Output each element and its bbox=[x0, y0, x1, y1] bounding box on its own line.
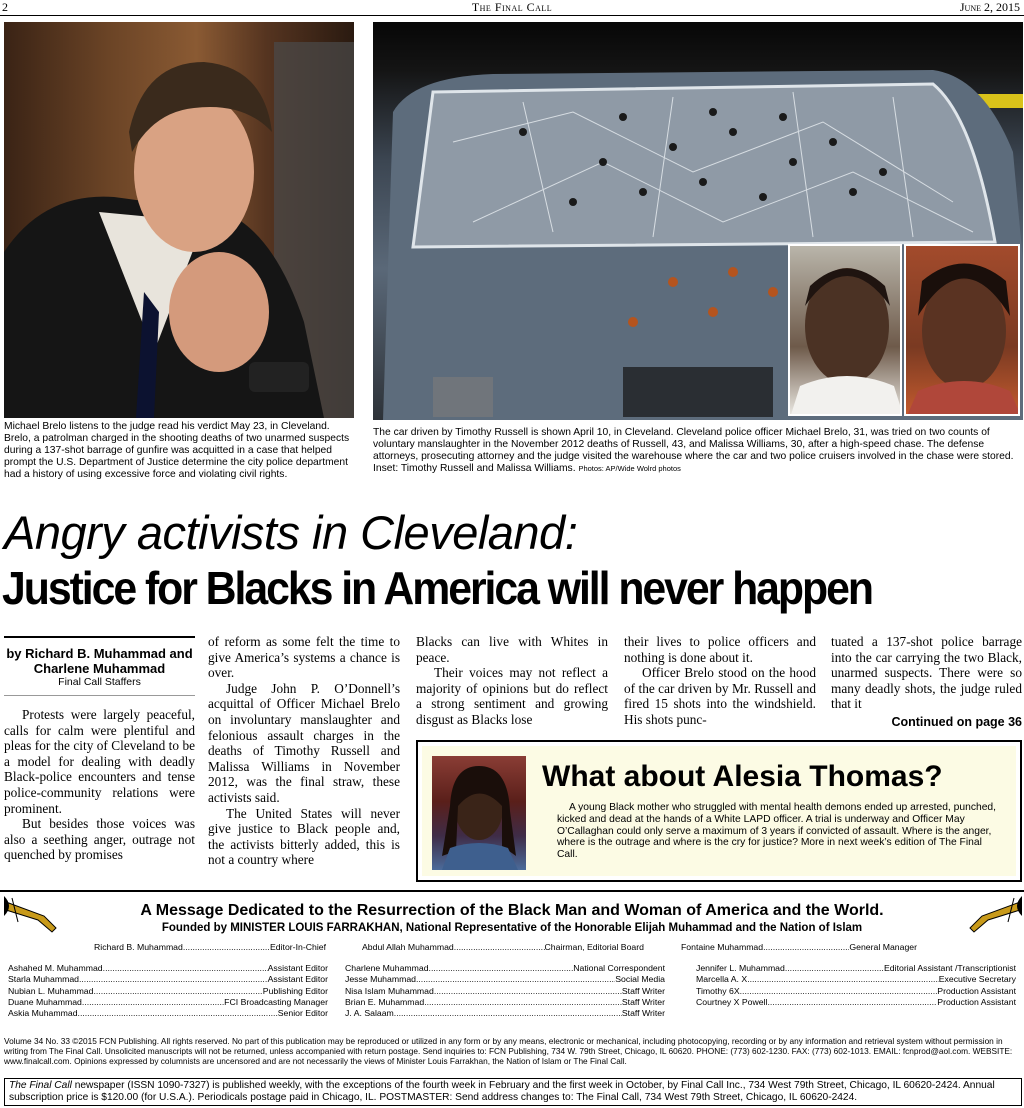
issn-text: newspaper (ISSN 1090-7327) is published weekly, with the exceptions of the fourth week in February and the first week in October, by Final Call Inc., 734 West 79th Street, Chicago, IL 60620-2424. Annual subscription price is $120.00 (for U.S.A.). Periodicals postage paid in Chicago, IL. POSTMASTER: Send address changes to: The Final Call, 734 West 79th Street, Chicago, IL 60620-2424. bbox=[9, 1080, 995, 1103]
article-column-5 bbox=[831, 634, 1022, 712]
byline-role: Final Call Staffers bbox=[58, 676, 141, 688]
publication-name: The Final Call bbox=[471, 0, 553, 14]
alesia-thomas-sidebar bbox=[416, 740, 1022, 882]
staff-top-3 bbox=[681, 942, 917, 953]
sidebar-inner bbox=[422, 746, 1016, 876]
byline bbox=[4, 636, 195, 696]
masthead-title: A Message Dedicated to the Resurrection of the Black Man and Woman of America and the World. bbox=[140, 902, 884, 919]
paragraph: Their voices may not reflect a majority of opinions but do reflect a strong sentiment and growing disgust as Blacks lose bbox=[416, 665, 608, 727]
legal-notice: Volume 34 No. 33 ©2015 FCN Publishing. All rights reserved. No part of this publication may be reproduced or utilized in any form or by any means, electronic or mechanical, including photocopying, recording or by any information and retrieval system without permission in writing from The Final Call. Unsolicited manuscripts will not be returned, unless accompanied with return postage. Send inquiries to: FCN Publishing, 734 W. 79th Street, Chicago, IL 60620. PHONE: (773) 602-1230. FAX: (773) 602-1013. EMAIL: fcnprod@aol.com. WEBSITE: www.finalcall.com. Opinions expressed by columnists are uncensored and are not necessarily the views of Minister Louis Farrakhan, the Nation of Islam or The Final Call. bbox=[4, 1036, 1013, 1066]
sidebar-text: A young Black mother who struggled with mental health demons ended up arrested, punched, kicked and dead at the hands of a White LAPD officer. A trial is underway and Officer May O’Callaghan could only serve a maximum of 3 years if convicted of assault. Where is the anger, where is the outrage and where is the cry for justice? More in next week’s edition of The Final Call. bbox=[557, 802, 997, 861]
staff-row: Marcella A. X ..... Executive Secretary bbox=[696, 974, 1016, 985]
staff-row: J. A. Salaam ..... Staff Writer bbox=[345, 1008, 665, 1019]
car-caption bbox=[373, 427, 1023, 475]
staff-row: Ashahed M. Muhammad ..... Assistant Editor bbox=[8, 963, 328, 974]
article-column-3 bbox=[416, 634, 608, 728]
staff-row: Timothy 6X ..... Production Assistant bbox=[696, 986, 1016, 997]
staff-row: Nisa Islam Muhammad ..... Staff Writer bbox=[345, 986, 665, 997]
paragraph: But besides those voices was also a seething anger, outrage not quenched by promises bbox=[4, 816, 195, 863]
staff-row: Abdul Allah Muhammad ..... Chairman, Editorial Board bbox=[362, 942, 644, 953]
staff-row: Richard B. Muhammad ..... Editor-In-Chief bbox=[94, 942, 326, 953]
issn-notice bbox=[4, 1078, 1022, 1106]
headline-kicker: Angry activists in Cleveland: bbox=[4, 506, 578, 559]
page-header bbox=[0, 0, 1024, 16]
brelo-figure bbox=[4, 22, 354, 418]
staff-row: Jesse Muhammad ..... Social Media bbox=[345, 974, 665, 985]
paragraph: tuated a 137-shot police barrage into the car carrying the two Black, unarmed suspects. There were so many deadly shots, the judge ruled that it bbox=[831, 634, 1022, 712]
staff-row: Starla Muhammad ..... Assistant Editor bbox=[8, 974, 328, 985]
paragraph: Blacks can live with Whites in peace. bbox=[416, 634, 608, 665]
continued-link[interactable]: Continued on page 36 bbox=[891, 715, 1022, 729]
article-column-2 bbox=[208, 634, 400, 868]
paragraph: Protests were largely peaceful, calls for calm were plentiful and pleas for the city of Cleveland to be a model for dealing with deadly Black-police encounters and tense police-community relations were prominent. bbox=[4, 707, 195, 816]
staff-column-1 bbox=[8, 963, 328, 1019]
staff-row: Charlene Muhammad ..... National Correspondent bbox=[345, 963, 665, 974]
car-caption-text: The car driven by Timothy Russell is shown April 10, in Cleveland. Cleveland police officer Michael Brelo, 31, was tried on two counts of voluntary manslaughter in the November 2012 deaths of Russell, 43, and Malissa Williams, 30, after a high-speed chase. The defense attorneys, prosecuting attorney and the judge visited the warehouse where the car and two police cruisers involved in the chase were stored. Inset: Timothy Russell and Malissa Williams. bbox=[373, 427, 1014, 474]
paragraph: their lives to police officers and nothing is done about it. bbox=[624, 634, 816, 665]
malissa-williams-photo bbox=[904, 244, 1020, 416]
byline-authors: by Richard B. Muhammad and Charlene Muhammad bbox=[6, 646, 193, 676]
paragraph: of reform as some felt the time to give America’s systems a chance is over. bbox=[208, 634, 400, 681]
timothy-russell-photo bbox=[788, 244, 902, 416]
article-column-4 bbox=[624, 634, 816, 728]
sidebar-title: What about Alesia Thomas? bbox=[542, 760, 943, 793]
paragraph: Judge John P. O’Donnell’s acquittal of Officer Michael Brelo on involuntary manslaughter and felonious assault charges in the deaths of Timothy Russell and Malissa Williams in November 2012, was the final straw, these activists said. bbox=[208, 680, 400, 805]
masthead-subtitle: Founded by MINISTER LOUIS FARRAKHAN, National Representative of the Honorable Elijah Muhammad and the Nation of Islam bbox=[161, 922, 863, 934]
staff-row: Brian E. Muhammad ..... Staff Writer bbox=[345, 997, 665, 1008]
staff-top-2 bbox=[362, 942, 644, 953]
staff-row: Fontaine Muhammad ..... General Manager bbox=[681, 942, 917, 953]
alesia-thomas-photo bbox=[432, 756, 526, 870]
headline-main: Justice for Blacks in America will never happen bbox=[2, 562, 872, 614]
staff-column-2 bbox=[345, 963, 665, 1019]
staff-top-1 bbox=[94, 942, 326, 953]
staff-row: Jennifer L. Muhammad ..... Editorial Assistant /Transcriptionist bbox=[696, 963, 1016, 974]
brelo-caption: Michael Brelo listens to the judge read his verdict May 23, in Cleveland. Brelo, a patrolman charged in the shooting deaths of two unarmed suspects during a 137-shot barrage of gunfire was acquitted in a case that helped prompt the U.S. Department of Justice determine the city police department had a history of using excessive force and violating civil rights. bbox=[4, 421, 350, 480]
brelo-photo bbox=[4, 22, 354, 418]
article-column-1 bbox=[4, 707, 195, 863]
paper-name: The Final Call bbox=[9, 1080, 72, 1091]
paragraph: Officer Brelo stood on the hood of the car driven by Mr. Russell and fired 15 shots into the windshield. His shots punc- bbox=[624, 665, 816, 727]
issue-date: June 2, 2015 bbox=[959, 0, 1020, 14]
staff-row: Courtney X Powell ..... Production Assistant bbox=[696, 997, 1016, 1008]
page-number: 2 bbox=[2, 0, 8, 14]
staff-row: Nubian L. Muhammad ..... Publishing Editor bbox=[8, 986, 328, 997]
staff-row: Duane Muhammad ..... FCI Broadcasting Manager bbox=[8, 997, 328, 1008]
staff-column-3 bbox=[696, 963, 1016, 1008]
photo-credit: Photos: AP/Wide Wolrd photos bbox=[578, 463, 681, 473]
staff-row: Askia Muhammad ..... Senior Editor bbox=[8, 1008, 328, 1019]
paragraph: The United States will never give justice to Black people and, the activists bitterly added, this is not a country where bbox=[208, 805, 400, 868]
